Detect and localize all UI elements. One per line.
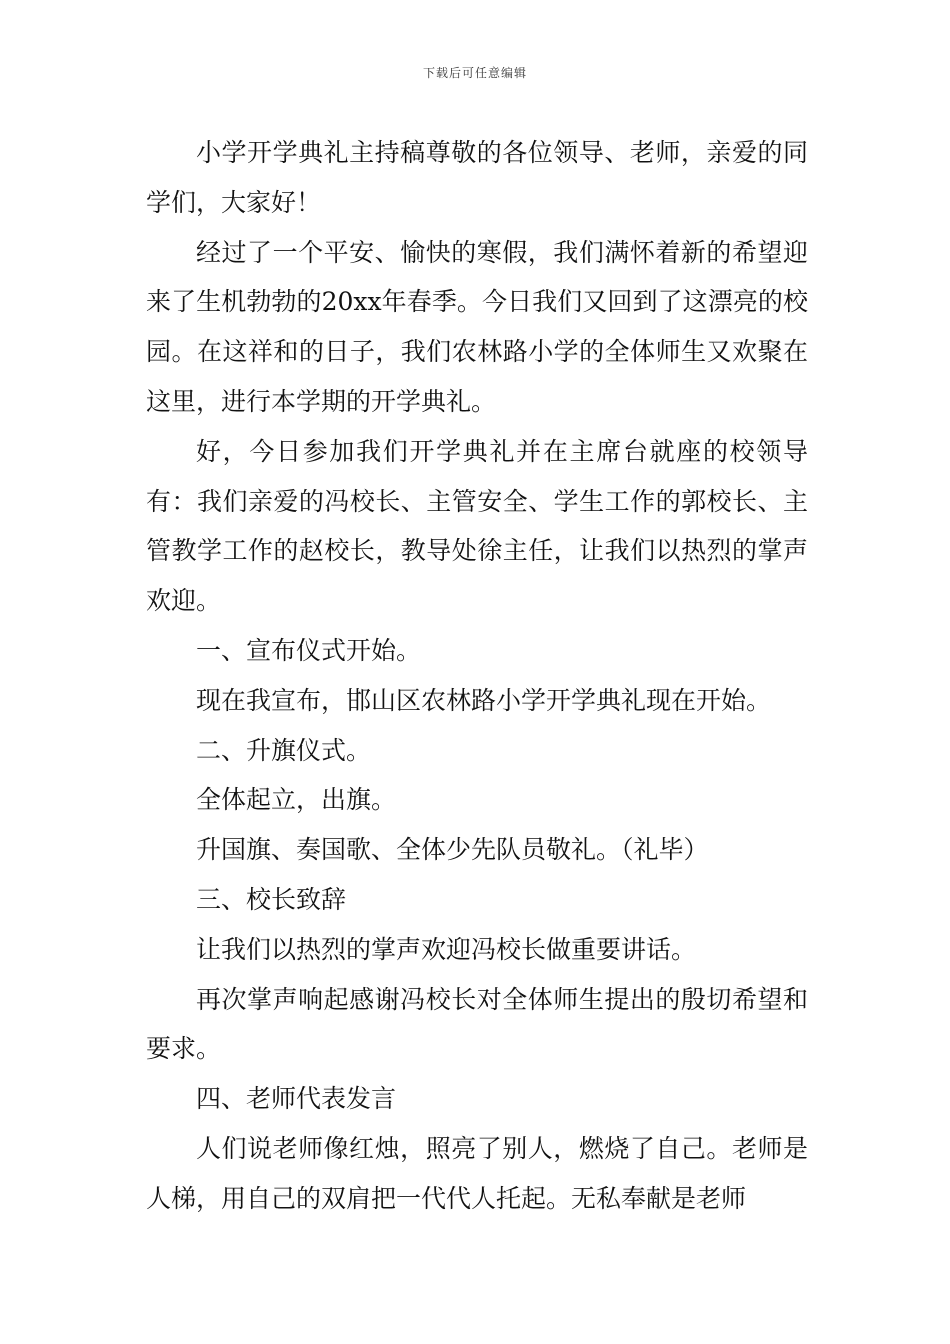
paragraph-opening: 经过了一个平安、愉快的寒假，我们满怀着新的希望迎来了生机勃勃的20xx年春季。今日我们又回到了这漂亮的校园。在这祥和的日子，我们农林路小学的全体师生又欢聚在这里，进行本学期的开学典礼。 <box>146 237 808 416</box>
section-heading-2: 二、升旗仪式。 <box>196 735 372 765</box>
paragraph-leaders: 好，今日参加我们开学典礼并在主席台就座的校领导有：我们亲爱的冯校长、主管安全、学生工作的郭校长、主管教学工作的赵校长，教导处徐主任，让我们以热烈的掌声欢迎。 <box>146 436 808 616</box>
paragraph-flag-raising: 升国旗、奏国歌、全体少先队员敬礼。（礼毕） <box>196 835 709 865</box>
paragraph-teacher-tribute: 人们说老师像红烛，照亮了别人，燃烧了自己。老师是人梯，用自己的双肩把一代代人托起。无私奉献是老师 <box>146 1133 808 1213</box>
document-body <box>146 128 808 1224</box>
header-note: 下载后可任意编辑 <box>422 66 527 80</box>
section-heading-3: 三、校长致辞 <box>196 884 347 914</box>
section-heading-4: 四、老师代表发言 <box>196 1084 397 1114</box>
paragraph-greeting: 小学开学典礼主持稿尊敬的各位领导、老师，亲爱的同学们，大家好！ <box>146 138 808 217</box>
paragraph-announce: 现在我宣布，邯山区农林路小学开学典礼现在开始。 <box>196 685 772 715</box>
paragraph-thanks: 再次掌声响起感谢冯校长对全体师生提出的殷切希望和要求。 <box>146 984 808 1064</box>
paragraph-principal-speech: 让我们以热烈的掌声欢迎冯校长做重要讲话。 <box>196 934 697 964</box>
paragraph-stand-up: 全体起立，出旗。 <box>196 785 397 815</box>
section-heading-1: 一、宣布仪式开始。 <box>196 635 422 665</box>
